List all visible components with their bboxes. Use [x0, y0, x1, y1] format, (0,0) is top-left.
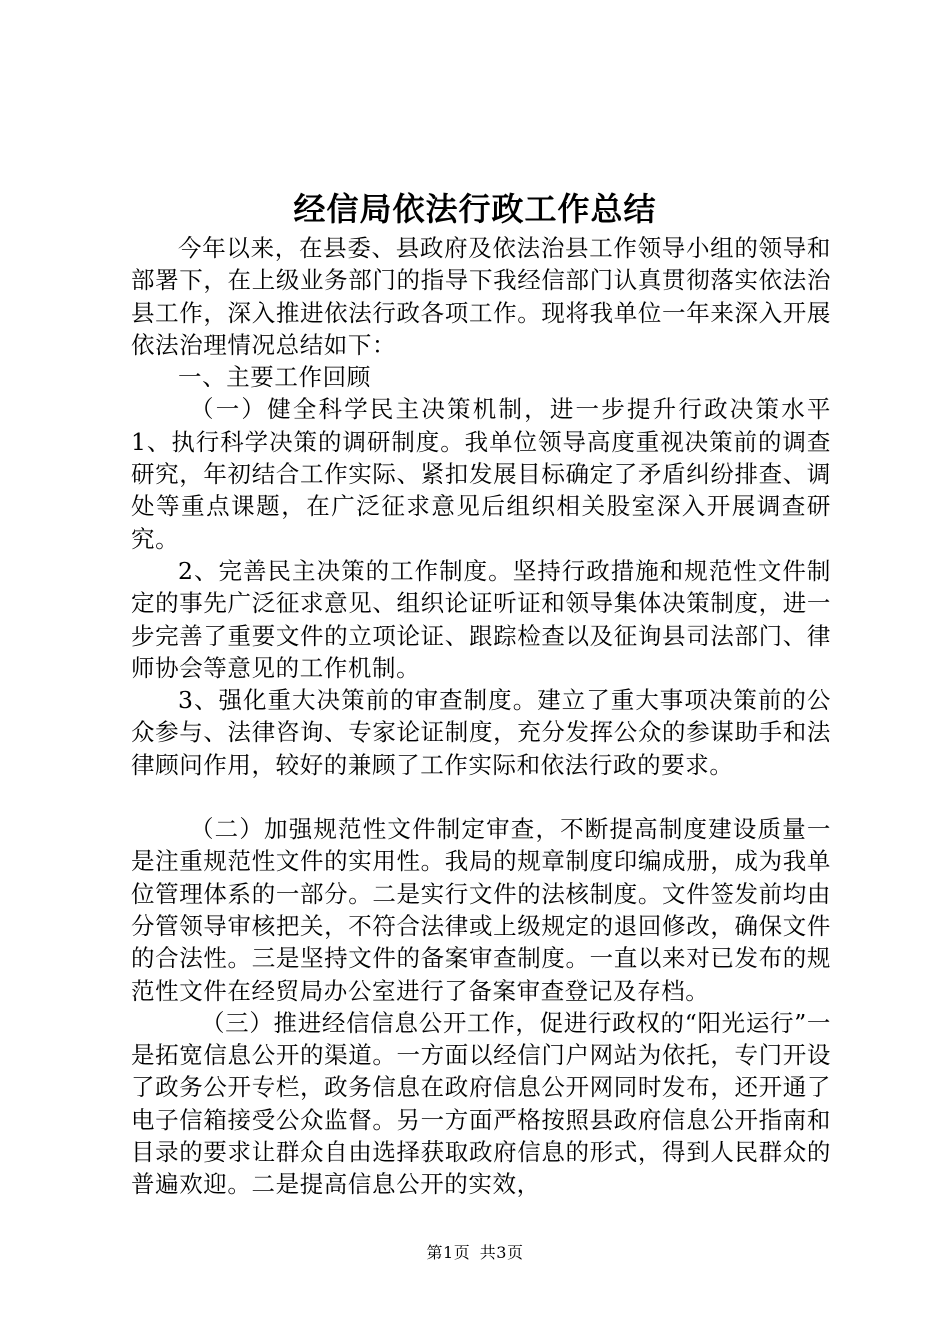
page-number: 第1页 — [426, 1243, 471, 1262]
section-heading-main-review: 一、主要工作回顾 — [178, 363, 371, 392]
page-footer — [0, 1242, 950, 1264]
part-two-paragraph: （二）加强规范性文件制定审查，不断提高制度建设质量一是注重规范性文件的实用性。我局的规章制度印编成册，成为我单位管理体系的一部分。二是实行文件的法核制度。文件签发前均由分管领导审核把关，不符合法律或上级规定的退回修改，确保文件的合法性。三是坚持文件的备案审查制度。一直以来对已发布的规范性文件在经贸局办公室进行了备案审查登记及存档。 — [131, 815, 831, 1005]
part-three-paragraph: （三）推进经信信息公开工作，促进行政权的“阳光运行”一是拓宽信息公开的渠道。一方面以经信门户网站为依托，专门开设了政务公开专栏，政务信息在政府信息公开网同时发布，还开通了电子信箱接受公众监督。另一方面严格按照县政府信息公开指南和目录的要求让群众自由选择获取政府信息的形式，得到人民群众的普遍欢迎。二是提高信息公开的实效， — [131, 1008, 831, 1199]
page-total: 共3页 — [479, 1243, 524, 1262]
document-body — [131, 232, 831, 1201]
item-three-paragraph: 3、强化重大决策前的审查制度。建立了重大事项决策前的公众参与、法律咨询、专家论证制度，充分发挥公众的参谋助手和法律顾问作用，较好的兼顾了工作实际和依法行政的要求。 — [131, 686, 831, 779]
part-one-paragraph: （一）健全科学民主决策机制，进一步提升行政决策水平1、执行科学决策的调研制度。我单位领导高度重视决策前的调查研究，年初结合工作实际、紧扣发展目标确定了矛盾纠纷排查、调处等重点课题，在广泛征求意见后组织相关股室深入开展调查研究。 — [131, 395, 831, 553]
document-title: 经信局依法行政工作总结 — [293, 190, 657, 228]
intro-paragraph: 今年以来，在县委、县政府及依法治县工作领导小组的领导和部署下，在上级业务部门的指导下我经信部门认真贯彻落实依法治县工作，深入推进依法行政各项工作。现将我单位一年来深入开展依法治理情况总结如下： — [131, 234, 831, 359]
paragraph-spacer — [131, 781, 831, 813]
item-two-paragraph: 2、完善民主决策的工作制度。坚持行政措施和规范性文件制定的事先广泛征求意见、组织论证听证和领导集体决策制度，进一步完善了重要文件的立项论证、跟踪检查以及征询县司法部门、律师协会等意见的工作机制。 — [131, 556, 831, 682]
